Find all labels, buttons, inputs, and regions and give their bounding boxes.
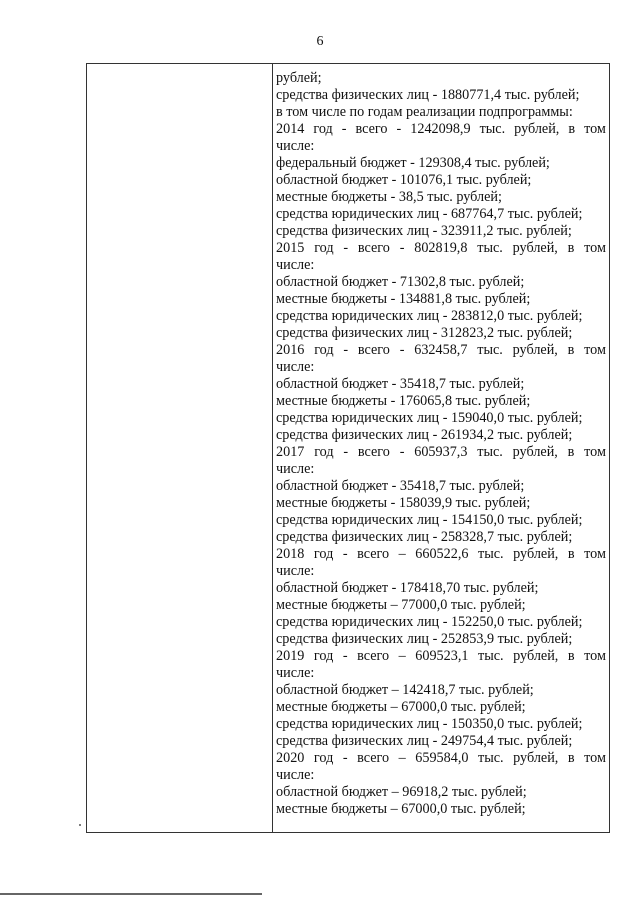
funding-line: областной бюджет – 96918,2 тыс. рублей; [276,784,527,800]
funding-line: числе: [276,563,315,579]
funding-line: 2014 год - всего - 1242098,9 тыс. рублей, в том [276,121,606,137]
funding-line: средства физических лиц - 252853,9 тыс. рублей; [276,631,573,647]
funding-line: 2016 год - всего - 632458,7 тыс. рублей, в том [276,342,606,358]
funding-line: областной бюджет - 101076,1 тыс. рублей; [276,172,532,188]
footer-rule [0,893,262,895]
funding-line: средства юридических лиц - 687764,7 тыс. рублей; [276,206,583,222]
funding-line: числе: [276,257,315,273]
funding-line: местные бюджеты – 67000,0 тыс. рублей; [276,801,526,817]
funding-line: федеральный бюджет - 129308,4 тыс. рублей; [276,155,550,171]
funding-line: средства физических лиц - 258328,7 тыс. рублей; [276,529,573,545]
funding-line: числе: [276,461,315,477]
funding-line: числе: [276,767,315,783]
funding-line: средства физических лиц - 249754,4 тыс. рублей; [276,733,573,749]
funding-line: областной бюджет - 71302,8 тыс. рублей; [276,274,525,290]
funding-line: средства юридических лиц - 154150,0 тыс. рублей; [276,512,583,528]
funding-line: средства физических лиц - 1880771,4 тыс. рублей; [276,87,580,103]
funding-line: областной бюджет – 142418,7 тыс. рублей; [276,682,534,698]
funding-line: средства юридических лиц - 152250,0 тыс. рублей; [276,614,583,630]
funding-line: местные бюджеты - 158039,9 тыс. рублей; [276,495,531,511]
funding-line: местные бюджеты - 38,5 тыс. рублей; [276,189,502,205]
funding-line: 2015 год - всего - 802819,8 тыс. рублей, в том [276,240,606,256]
funding-line: областной бюджет - 178418,70 тыс. рублей; [276,580,539,596]
funding-line: средства юридических лиц - 159040,0 тыс. рублей; [276,410,583,426]
funding-line: областной бюджет - 35418,7 тыс. рублей; [276,478,525,494]
funding-line: числе: [276,359,315,375]
page-number: 6 [316,34,324,49]
funding-line: средства юридических лиц - 283812,0 тыс. рублей; [276,308,583,324]
funding-line: рублей; [276,70,322,86]
margin-mark [79,824,81,826]
funding-line: числе: [276,665,315,681]
funding-line: средства физических лиц - 261934,2 тыс. рублей; [276,427,573,443]
funding-line: средства юридических лиц - 150350,0 тыс. рублей; [276,716,583,732]
funding-line: 2018 год - всего – 660522,6 тыс. рублей, в том [276,546,606,562]
funding-line: областной бюджет - 35418,7 тыс. рублей; [276,376,525,392]
funding-line: числе: [276,138,315,154]
funding-line: средства физических лиц - 312823,2 тыс. рублей; [276,325,573,341]
funding-table [86,63,610,833]
funding-line: местные бюджеты - 176065,8 тыс. рублей; [276,393,531,409]
funding-details-cell [276,70,606,818]
funding-line: 2019 год - всего – 609523,1 тыс. рублей, в том [276,648,606,664]
funding-line: 2020 год - всего – 659584,0 тыс. рублей, в том [276,750,606,766]
funding-line: 2017 год - всего - 605937,3 тыс. рублей, в том [276,444,606,460]
funding-line: в том числе по годам реализации подпрограммы: [276,104,573,120]
funding-line: местные бюджеты - 134881,8 тыс. рублей; [276,291,531,307]
table-left-column [87,64,273,832]
funding-line: средства физических лиц - 323911,2 тыс. рублей; [276,223,572,239]
funding-line: местные бюджеты – 77000,0 тыс. рублей; [276,597,526,613]
funding-line: местные бюджеты – 67000,0 тыс. рублей; [276,699,526,715]
